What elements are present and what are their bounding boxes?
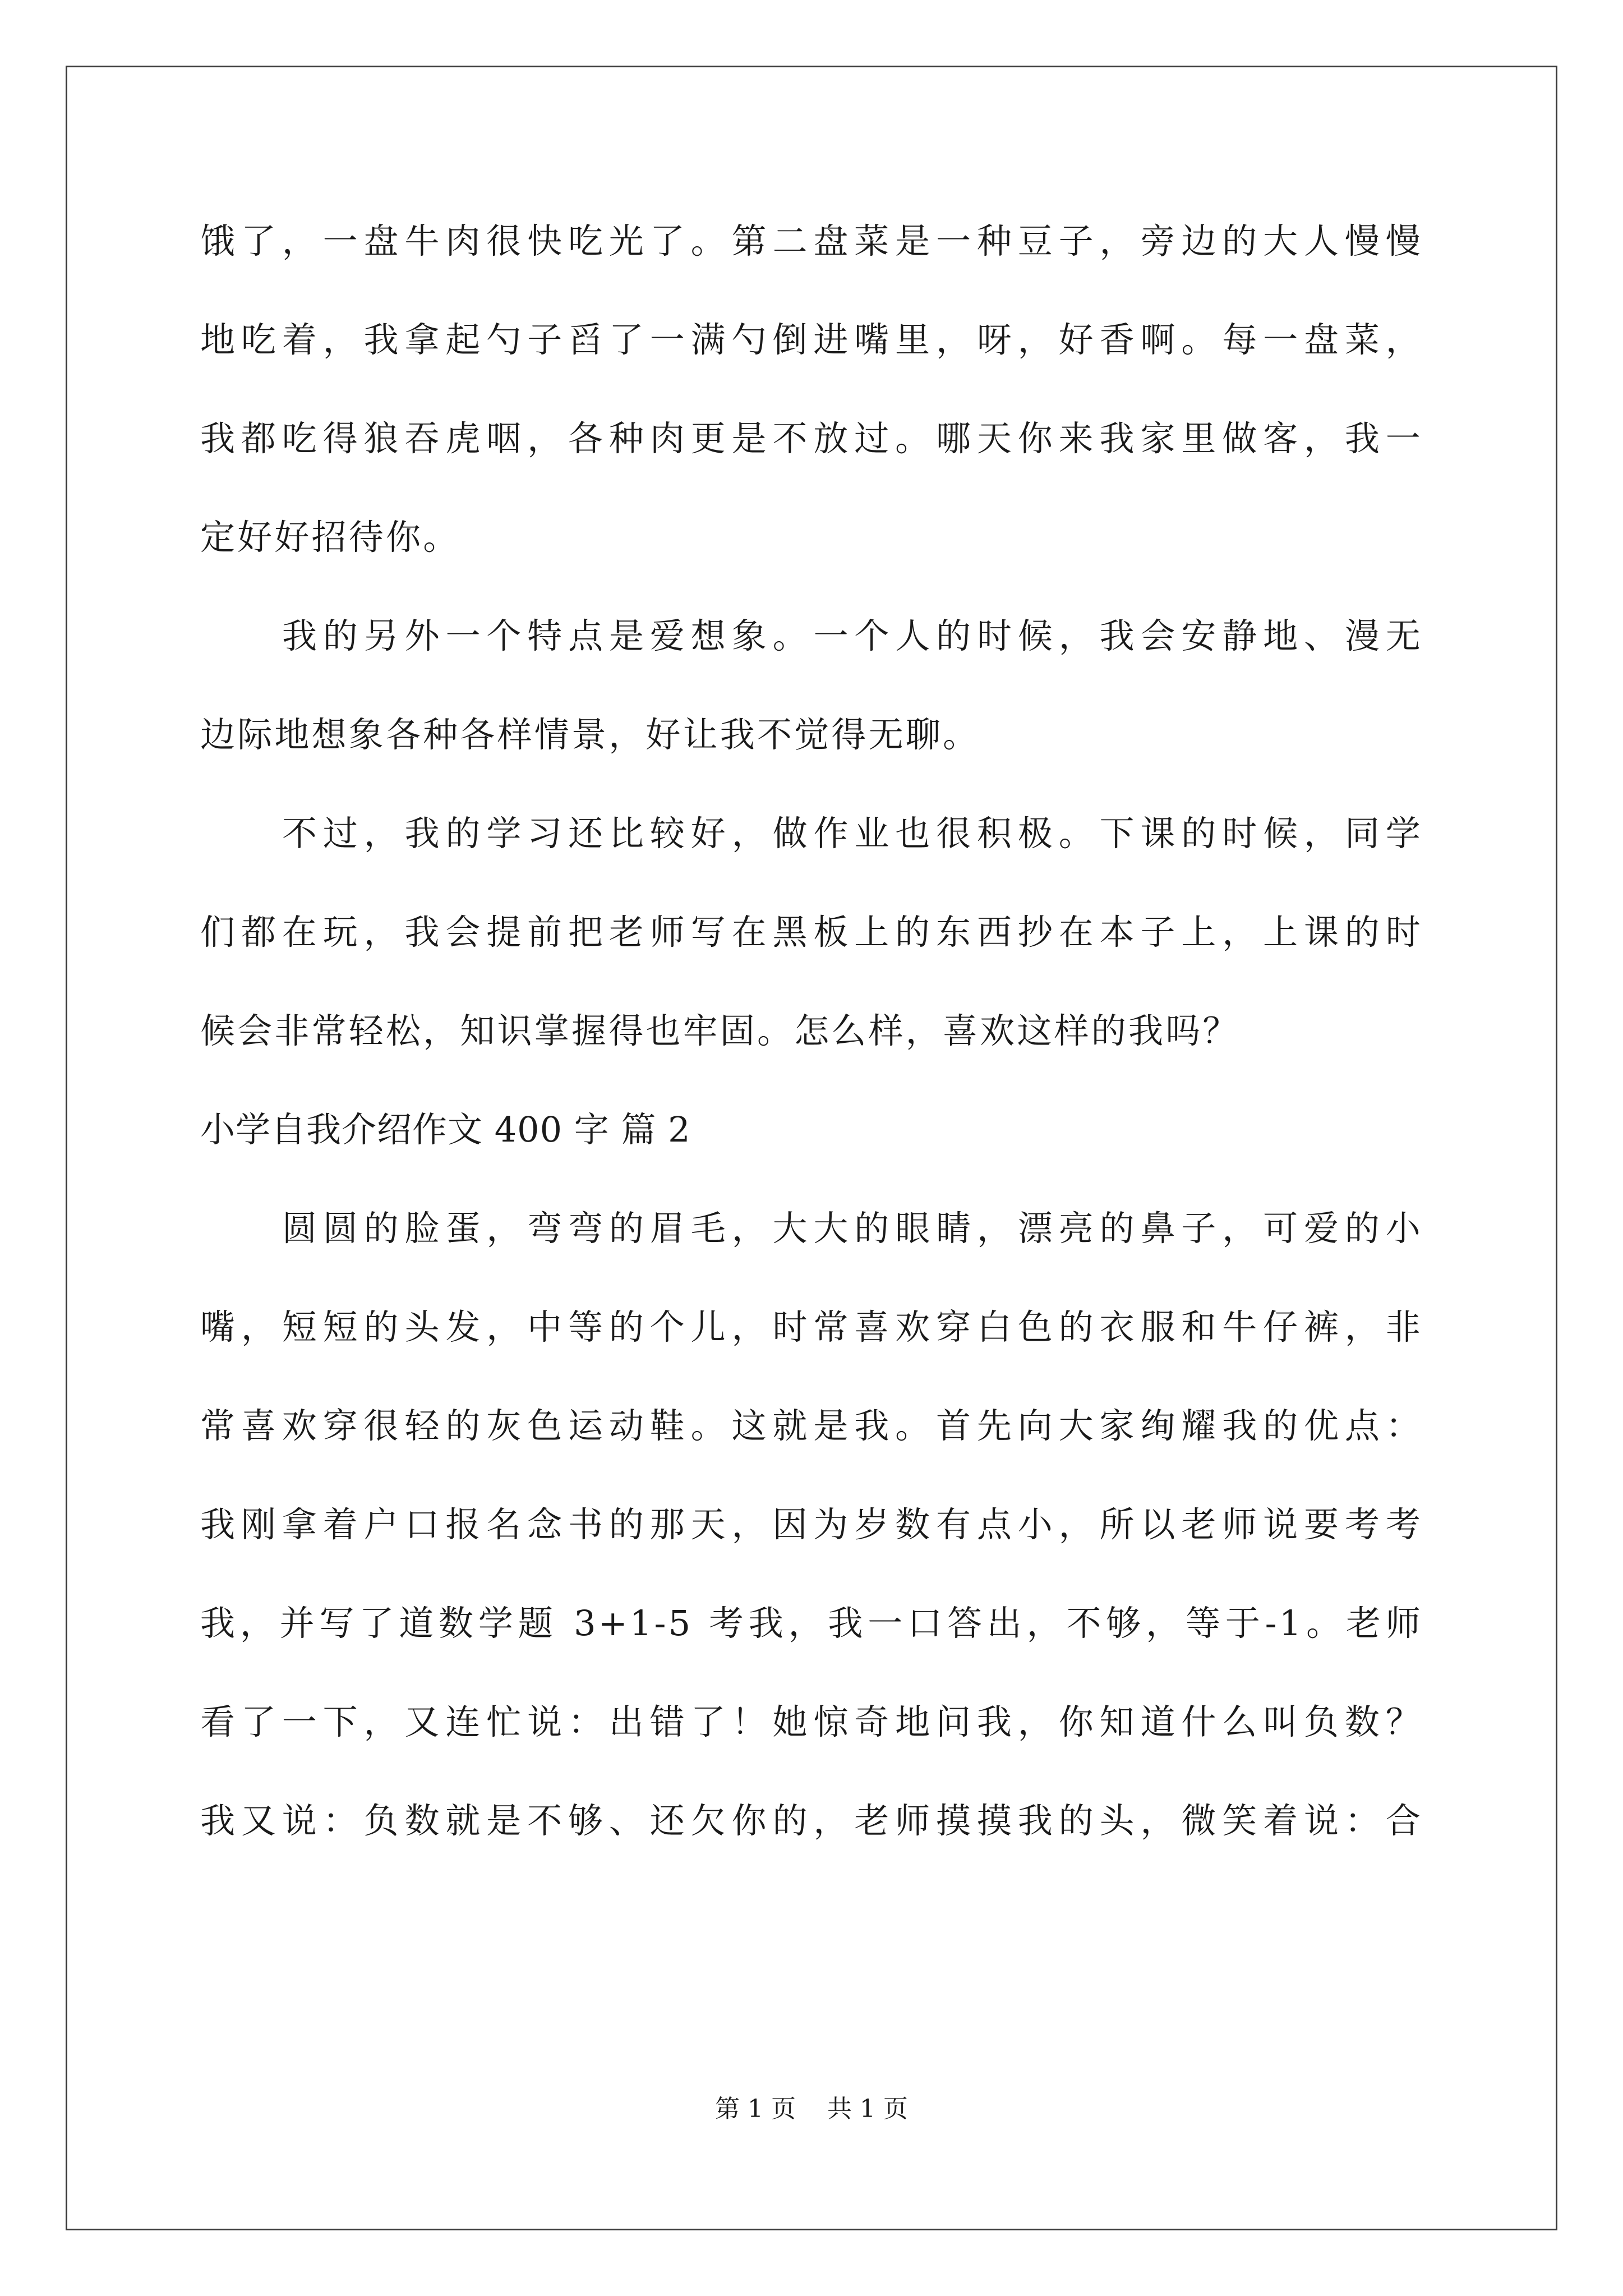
text-line: 边际地想象各种各样情景，好让我不觉得无聊。 [200,714,980,755]
text-line: 们都在玩，我会提前把老师写在黑板上的东西抄在本子上，上课的时 [200,912,1423,953]
text-line: 常喜欢穿很轻的灰色运动鞋。这就是我。首先向大家绚耀我的优点： [200,1405,1423,1446]
text-line: 嘴，短短的头发，中等的个儿，时常喜欢穿白色的衣服和牛仔裤，非 [200,1306,1423,1347]
paragraph-first-line: 不过，我的学习还比较好，做作业也很积极。下课的时候，同学 [282,813,1423,854]
text-line: 候会非常轻松，知识掌握得也牢固。怎么样，喜欢这样的我吗？ [200,1010,1240,1051]
text-line: 地吃着，我拿起勺子舀了一满勺倒进嘴里，呀，好香啊。每一盘菜， [200,319,1423,360]
section-heading: 小学自我介绍作文 400 字 篇 2 [200,1109,691,1150]
paragraph-first-line: 圆圆的脸蛋，弯弯的眉毛，大大的眼睛，漂亮的鼻子，可爱的小 [282,1208,1423,1249]
text-line: 看了一下，又连忙说：出错了！她惊奇地问我，你知道什么叫负数？ [200,1701,1423,1742]
text-line: 饿了，一盘牛肉很快吃光了。第二盘菜是一种豆子，旁边的大人慢慢 [200,220,1423,261]
paragraph-first-line: 我的另外一个特点是爱想象。一个人的时候，我会安静地、漫无 [282,615,1423,656]
text-line: 我都吃得狼吞虎咽，各种肉更是不放过。哪天你来我家里做客，我一 [200,418,1423,459]
text-line: 我刚拿着户口报名念书的那天，因为岁数有点小，所以老师说要考考 [200,1504,1423,1545]
text-line: 我，并写了道数学题 3+1-5 考我，我一口答出，不够，等于-1。老师 [200,1603,1423,1644]
page-number-footer: 第 1 页 共 1 页 [715,2095,908,2123]
text-line: 我又说：负数就是不够、还欠你的，老师摸摸我的头，微笑着说：合 [200,1800,1423,1841]
text-line: 定好好招待你。 [200,517,460,558]
